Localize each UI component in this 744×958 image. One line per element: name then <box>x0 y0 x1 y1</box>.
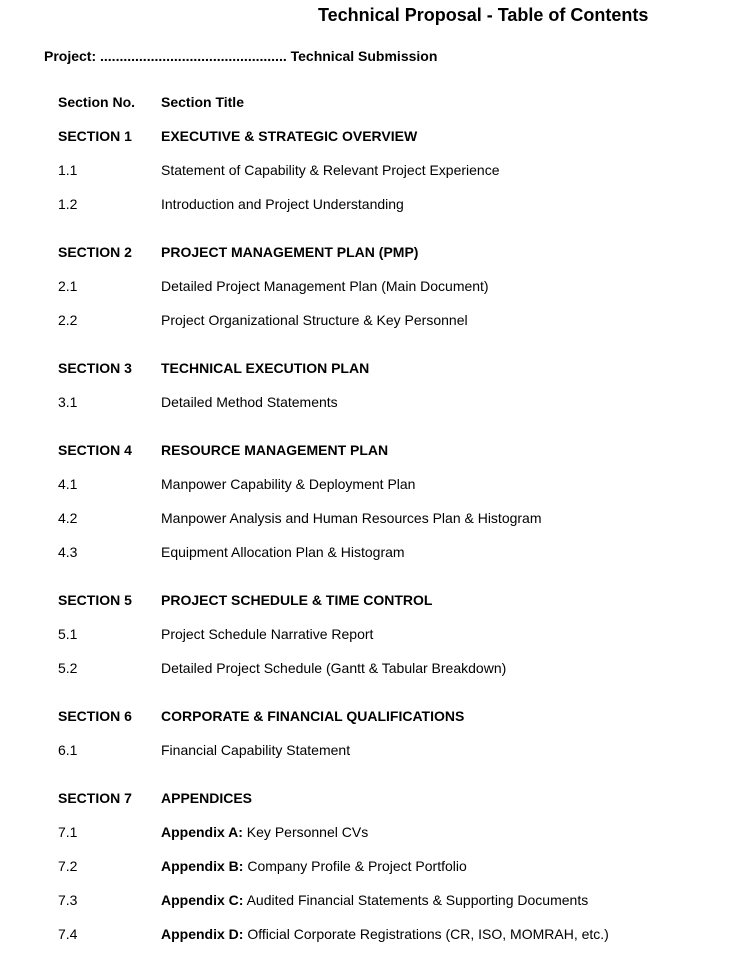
document-title: Technical Proposal - Table of Contents <box>318 5 649 25</box>
item-number: 1.1 <box>58 162 78 178</box>
item-title-text: Detailed Project Schedule (Gantt & Tabular Breakdown) <box>161 660 507 676</box>
project-dots: ................................................ <box>100 48 287 64</box>
appendix-prefix: Appendix C: <box>161 892 244 908</box>
item-number: 2.1 <box>58 278 78 294</box>
section-title: CORPORATE & FINANCIAL QUALIFICATIONS <box>161 708 465 724</box>
item-number: 7.2 <box>58 858 78 874</box>
item-title-text: Financial Capability Statement <box>161 742 351 758</box>
appendix-prefix: Appendix B: <box>161 858 244 874</box>
item-title-text: Introduction and Project Understanding <box>161 196 404 212</box>
item-title <box>161 508 542 528</box>
project-label: Project: <box>44 48 97 64</box>
section-number: SECTION 6 <box>58 708 132 724</box>
item-number: 2.2 <box>58 312 78 328</box>
item-number: 4.2 <box>58 510 78 526</box>
item-title-text: Statement of Capability & Relevant Project Experience <box>161 162 500 178</box>
section-number: SECTION 3 <box>58 360 132 376</box>
item-title <box>161 822 368 842</box>
item-title-text: Official Corporate Registrations (CR, ISO, MOMRAH, etc.) <box>243 926 609 942</box>
project-line <box>44 48 437 64</box>
item-title <box>161 392 338 412</box>
section-number: SECTION 5 <box>58 592 132 608</box>
item-title <box>161 310 468 330</box>
item-number: 7.4 <box>58 926 78 942</box>
section-number: SECTION 1 <box>58 128 132 144</box>
section-number: SECTION 7 <box>58 790 132 806</box>
section-title: PROJECT MANAGEMENT PLAN (PMP) <box>161 244 419 260</box>
item-number: 7.3 <box>58 892 78 908</box>
item-title <box>161 856 467 876</box>
item-title-text: Audited Financial Statements & Supporting Documents <box>243 892 589 908</box>
appendix-prefix: Appendix A: <box>161 824 243 840</box>
section-number: SECTION 4 <box>58 442 132 458</box>
item-title <box>161 624 373 644</box>
header-section-no: Section No. <box>58 94 136 110</box>
item-title <box>161 194 404 214</box>
item-title <box>161 740 350 760</box>
section-number: SECTION 2 <box>58 244 132 260</box>
item-number: 4.1 <box>58 476 78 492</box>
item-title <box>161 276 489 296</box>
appendix-prefix: Appendix D: <box>161 926 244 942</box>
item-title <box>161 658 506 678</box>
item-number: 6.1 <box>58 742 78 758</box>
item-title <box>161 924 609 944</box>
item-number: 5.1 <box>58 626 78 642</box>
item-number: 5.2 <box>58 660 78 676</box>
section-title: APPENDICES <box>161 790 253 806</box>
item-number: 3.1 <box>58 394 78 410</box>
section-title: TECHNICAL EXECUTION PLAN <box>161 360 370 376</box>
project-value: Technical Submission <box>290 48 438 64</box>
section-title: PROJECT SCHEDULE & TIME CONTROL <box>161 592 433 608</box>
item-number: 1.2 <box>58 196 78 212</box>
item-title <box>161 160 500 180</box>
item-number: 7.1 <box>58 824 78 840</box>
header-section-title: Section Title <box>161 94 244 110</box>
item-title <box>161 474 415 494</box>
section-title: RESOURCE MANAGEMENT PLAN <box>161 442 389 458</box>
item-title-text: Manpower Capability & Deployment Plan <box>161 476 416 492</box>
item-title-text: Project Organizational Structure & Key Personnel <box>161 312 468 328</box>
item-number: 4.3 <box>58 544 78 560</box>
item-title-text: Project Schedule Narrative Report <box>161 626 374 642</box>
item-title-text: Key Personnel CVs <box>242 824 369 840</box>
section-title: EXECUTIVE & STRATEGIC OVERVIEW <box>161 128 418 144</box>
item-title-text: Manpower Analysis and Human Resources Plan & Histogram <box>161 510 542 526</box>
item-title <box>161 542 405 562</box>
item-title-text: Detailed Method Statements <box>161 394 338 410</box>
item-title-text: Detailed Project Management Plan (Main Document) <box>161 278 489 294</box>
item-title <box>161 890 588 910</box>
item-title-text: Equipment Allocation Plan & Histogram <box>161 544 405 560</box>
item-title-text: Company Profile & Project Portfolio <box>243 858 467 874</box>
